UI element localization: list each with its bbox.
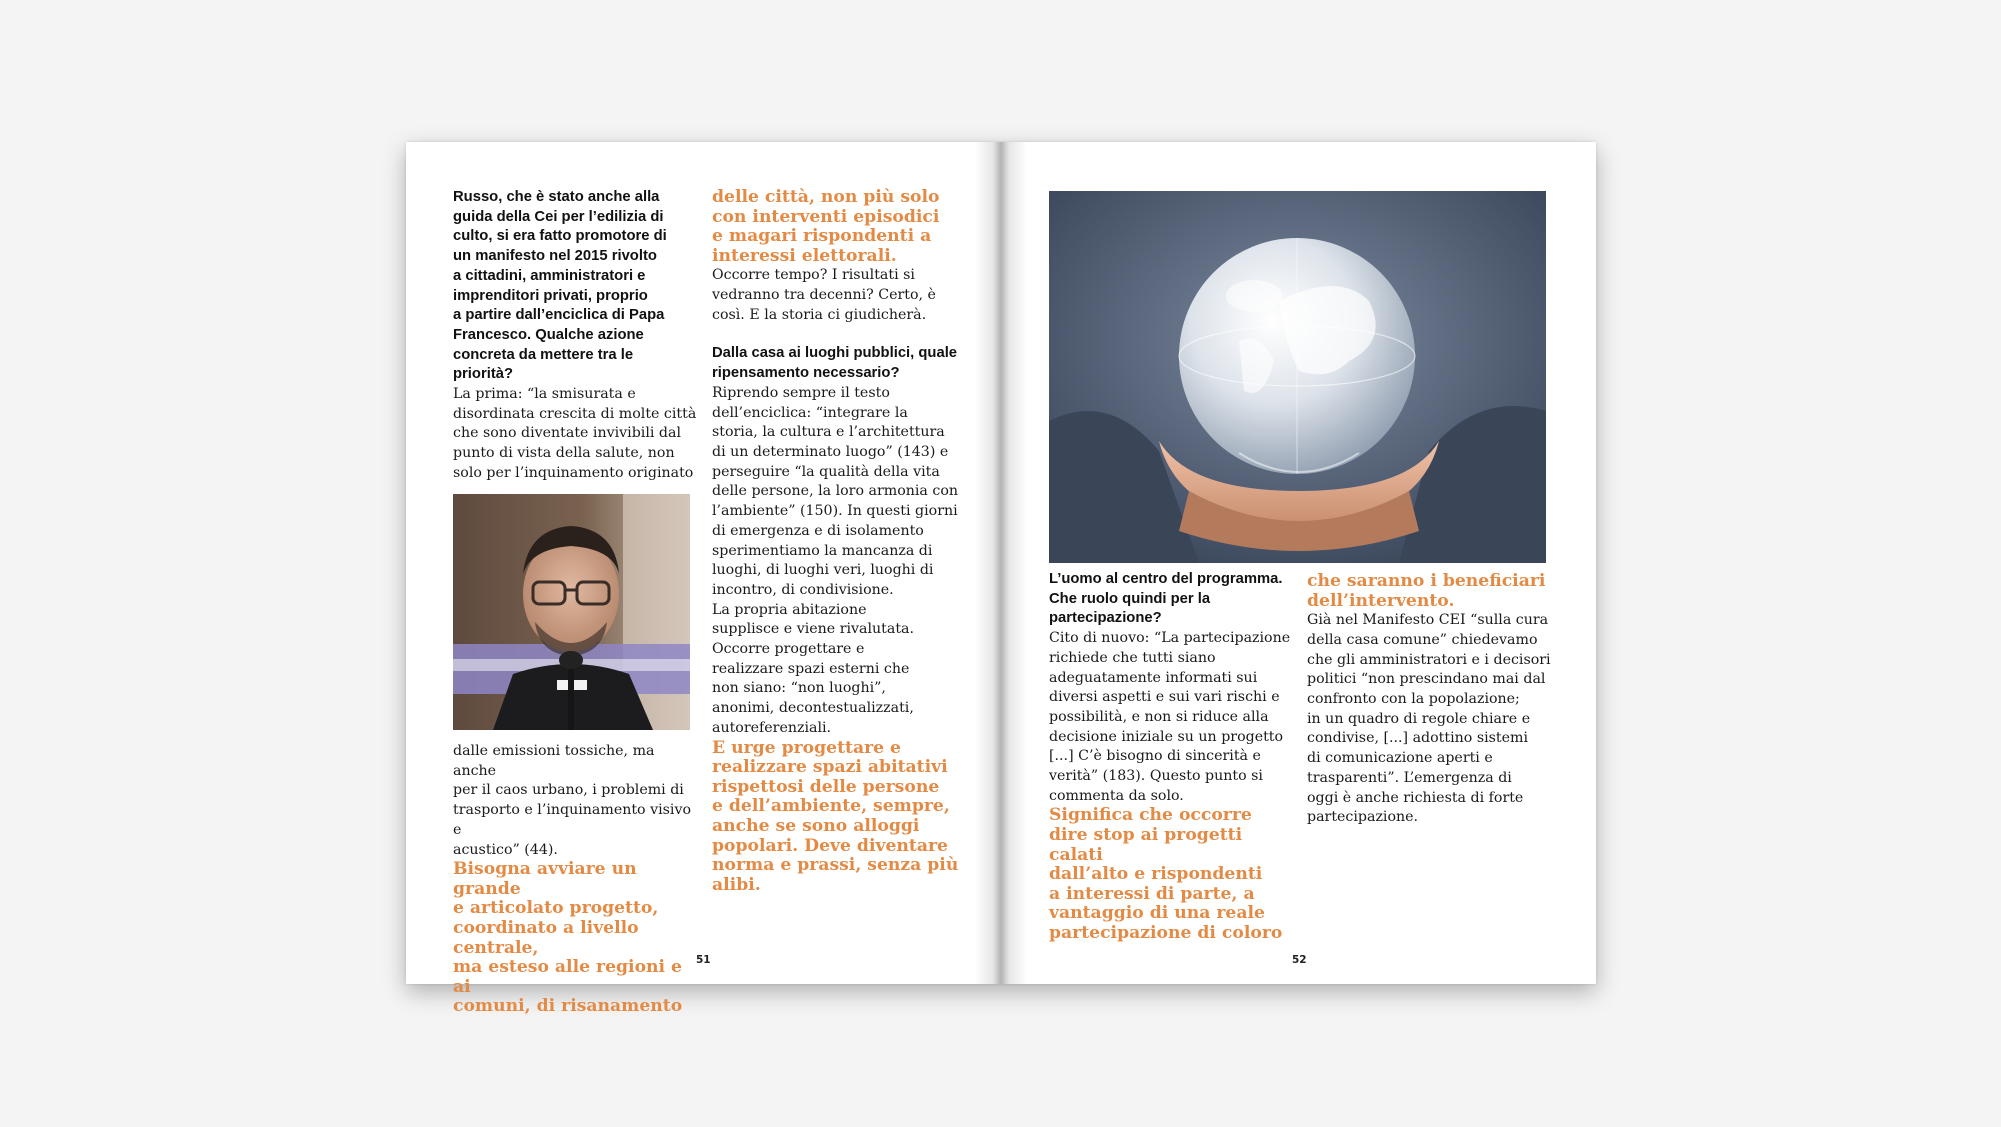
answer-text: Occorre tempo? I risultati si vedranno tra decenni? Certo, è così. E la storia ci giudicherà.	[712, 267, 936, 323]
globe-image	[1049, 191, 1546, 563]
interview-question: Russo, che è stato anche alla guida della Cei per l’edilizia di culto, si era fatto promotore di un manifesto nel 2015 rivolto a cittadini, amministratori e imprenditori privati, proprio a partire dall’enciclica di Papa Francesco. Qualche azione concreta da mettere tra le priorità?	[453, 189, 667, 383]
page-52	[1001, 142, 1596, 984]
answer-text: La prima: “la smisurata e disordinata crescita di molte città che sono diventate invivibili dal punto di vista della salute, non solo per l’inquinamento originato	[453, 386, 697, 481]
paragraph-spacer	[712, 325, 972, 344]
column-1-continued	[453, 742, 698, 1017]
gutter-shadow	[1001, 142, 1027, 984]
portrait-image	[453, 494, 690, 730]
answer-text: Cito di nuovo: “La partecipazione richiede che tutti siano adeguatamente informati sui diversi aspetti e sui vari rischi e possibilità, e non si riduce alla decisione iniziale su un progetto [...] C’è bisogno di sincerità e verità” (183). Questo punto si commenta da solo.	[1049, 630, 1291, 804]
answer-text: Riprendo sempre il testo dell’enciclica: “integrare la storia, la cultura e l’architettura di un determinato luogo” (143) e perseguire “la qualità della vita delle persone, la loro armonia con l’ambiente” (150). In questi giorni di emergenza e di isolamento sperimentiamo la mancanza di luoghi, di luoghi veri, luoghi di incontro, di condivisione. La propria abitazione supplisce e viene rivalutata. Occorre progettare e realizzare spazi esterni che non siano: “non luoghi”, anonimi, decontestualizzati, autoreferenziali.	[712, 384, 959, 736]
globe-hands-photo	[1049, 191, 1546, 563]
column-1	[1049, 570, 1294, 944]
pull-quote-top: delle città, non più solo con interventi episodici e magari rispondenti a interessi elettorali.	[712, 187, 940, 266]
answer-text-continued: dalle emissioni tossiche, ma anche per il caos urbano, i problemi di trasporto e l’inquinamento visivo e acustico” (44).	[453, 743, 692, 858]
page-number: 51	[696, 954, 711, 966]
gutter-shadow	[975, 142, 1001, 984]
page-number: 52	[1292, 954, 1307, 966]
pull-quote-top: che saranno i beneficiari dell’intervento.	[1307, 571, 1546, 611]
pull-quote: Bisogna avviare un grande e articolato progetto, coordinato a livello centrale, ma esteso alle regioni e ai comuni, di risanamento	[453, 859, 683, 1017]
pull-quote: Significa che occorre dire stop ai progetti calati dall’alto e rispondenti a interessi di parte, a vantaggio di una reale partecipazione di coloro	[1049, 805, 1283, 943]
interview-question: Dalla casa ai luoghi pubblici, quale ripensamento necessario?	[712, 345, 958, 382]
interview-question: L’uomo al centro del programma. Che ruolo quindi per la partecipazione?	[1049, 571, 1283, 627]
magazine-spread	[406, 142, 1596, 1017]
column-1	[453, 188, 698, 484]
pull-quote-bottom: E urge progettare e realizzare spazi abitativi rispettosi delle persone e dell’ambiente, sempre, anche se sono alloggi popolari. Deve diventare norma e prassi, senza più alibi.	[712, 737, 959, 895]
page-51	[406, 142, 1001, 1017]
priest-portrait-photo	[453, 494, 690, 730]
column-2	[712, 188, 972, 895]
column-2	[1307, 572, 1552, 828]
answer-text: Già nel Manifesto CEI “sulla cura della casa comune” chiedevamo che gli amministratori e i decisori politici “non prescindano mai dal confronto con la popolazione; in un quadro di regole chiare e condivise, [...] adottino sistemi di comunicazione aperti e trasparenti”. L’emergenza di oggi è anche richiesta di forte partecipazione.	[1307, 612, 1551, 826]
